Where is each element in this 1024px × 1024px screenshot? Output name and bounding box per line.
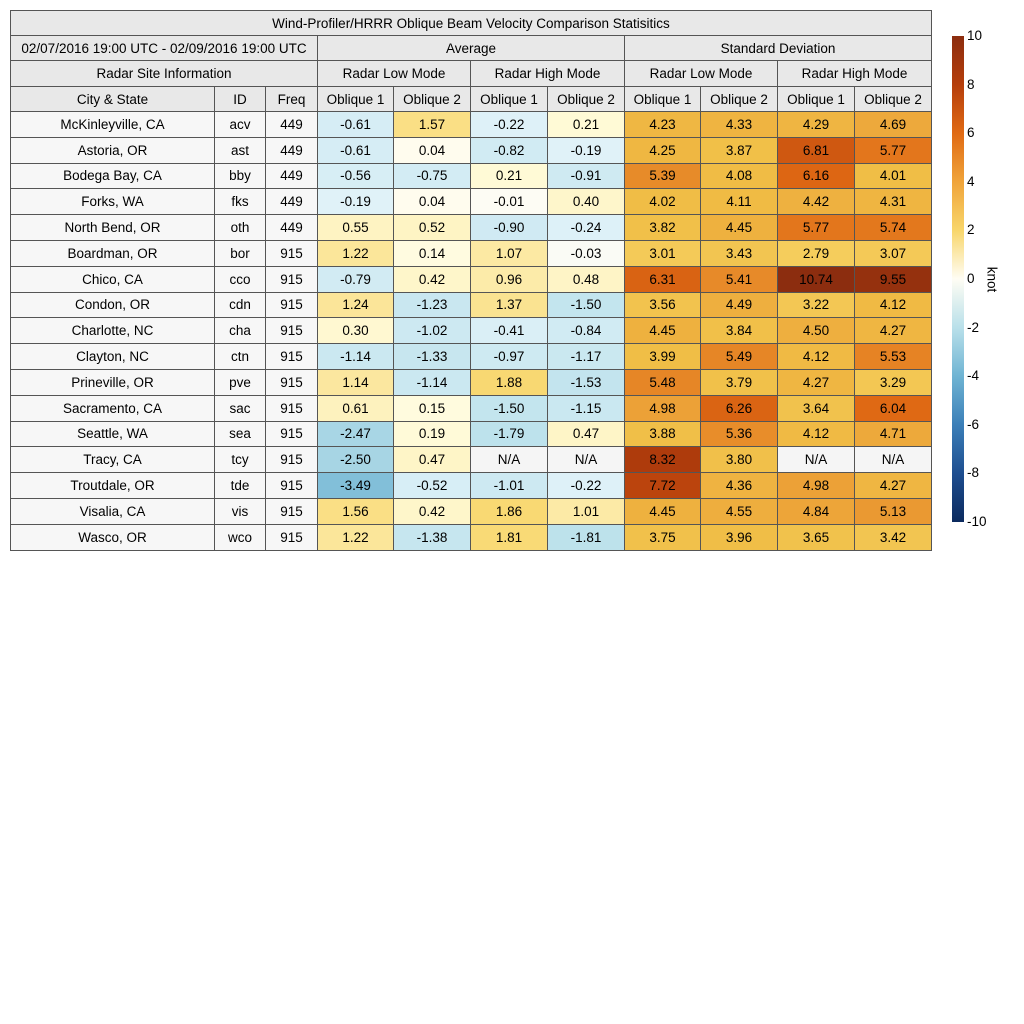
- mode-header: Radar Low Mode: [625, 61, 778, 87]
- column-header: City & State: [10, 87, 215, 112]
- colorbar-tick-label: 8: [967, 76, 975, 92]
- value-cell: -0.52: [394, 473, 471, 499]
- colorbar-tick-label: -10: [967, 514, 987, 529]
- value-cell: 2.79: [778, 241, 855, 267]
- site-freq-cell: 915: [266, 241, 318, 267]
- value-cell: 4.25: [625, 138, 701, 164]
- column-header: Oblique 1: [318, 87, 394, 112]
- site-freq-cell: 915: [266, 267, 318, 293]
- value-cell: 3.88: [625, 422, 701, 448]
- site-freq-cell: 915: [266, 370, 318, 396]
- value-cell: -1.02: [394, 318, 471, 344]
- value-cell: 4.98: [778, 473, 855, 499]
- date-range: 02/07/2016 19:00 UTC - 02/09/2016 19:00 UTC: [10, 36, 318, 61]
- value-cell: 1.57: [394, 112, 471, 138]
- value-cell: 5.13: [855, 499, 932, 525]
- value-cell: 4.36: [701, 473, 778, 499]
- site-id-cell: ctn: [215, 344, 266, 370]
- value-cell: 0.15: [394, 396, 471, 422]
- value-cell: -2.50: [318, 447, 394, 473]
- value-cell: -1.50: [471, 396, 548, 422]
- site-freq-cell: 915: [266, 344, 318, 370]
- value-cell: 1.14: [318, 370, 394, 396]
- column-header: Oblique 1: [778, 87, 855, 112]
- value-cell: N/A: [548, 447, 625, 473]
- group-header-average: Average: [318, 36, 625, 61]
- value-cell: 3.79: [701, 370, 778, 396]
- value-cell: 4.69: [855, 112, 932, 138]
- value-cell: 9.55: [855, 267, 932, 293]
- value-cell: 4.01: [855, 164, 932, 190]
- value-cell: -0.82: [471, 138, 548, 164]
- value-cell: -0.61: [318, 138, 394, 164]
- site-id-cell: bor: [215, 241, 266, 267]
- value-cell: -1.14: [318, 344, 394, 370]
- column-header: Oblique 2: [701, 87, 778, 112]
- colorbar-tick-label: 10: [967, 28, 983, 43]
- value-cell: -0.75: [394, 164, 471, 190]
- value-cell: -0.91: [548, 164, 625, 190]
- value-cell: 4.49: [701, 293, 778, 319]
- value-cell: 6.31: [625, 267, 701, 293]
- colorbar-label: knot: [984, 266, 1000, 293]
- colorbar-tick-label: -6: [967, 416, 980, 432]
- site-name-cell: Seattle, WA: [10, 422, 215, 448]
- value-cell: 3.22: [778, 293, 855, 319]
- colorbar-tick-label: 6: [967, 125, 975, 141]
- value-cell: 3.07: [855, 241, 932, 267]
- site-id-cell: tde: [215, 473, 266, 499]
- value-cell: 3.80: [701, 447, 778, 473]
- value-cell: 5.53: [855, 344, 932, 370]
- site-id-cell: vis: [215, 499, 266, 525]
- site-id-cell: bby: [215, 164, 266, 190]
- colorbar: [952, 36, 964, 522]
- site-name-cell: Charlotte, NC: [10, 318, 215, 344]
- site-name-cell: Troutdale, OR: [10, 473, 215, 499]
- value-cell: -0.41: [471, 318, 548, 344]
- site-name-cell: Astoria, OR: [10, 138, 215, 164]
- value-cell: 4.29: [778, 112, 855, 138]
- value-cell: -1.53: [548, 370, 625, 396]
- value-cell: -1.14: [394, 370, 471, 396]
- value-cell: 4.02: [625, 189, 701, 215]
- value-cell: 0.14: [394, 241, 471, 267]
- site-id-cell: sea: [215, 422, 266, 448]
- value-cell: 4.08: [701, 164, 778, 190]
- value-cell: 0.61: [318, 396, 394, 422]
- colorbar-gradient: [952, 36, 964, 522]
- value-cell: -0.56: [318, 164, 394, 190]
- colorbar-tick-label: -8: [967, 465, 980, 481]
- value-cell: 0.47: [394, 447, 471, 473]
- value-cell: 6.81: [778, 138, 855, 164]
- value-cell: 6.16: [778, 164, 855, 190]
- site-id-cell: sac: [215, 396, 266, 422]
- site-freq-cell: 449: [266, 164, 318, 190]
- column-header: ID: [215, 87, 266, 112]
- value-cell: 3.75: [625, 525, 701, 551]
- value-cell: 0.30: [318, 318, 394, 344]
- colorbar-tick-label: -4: [967, 368, 980, 384]
- site-freq-cell: 915: [266, 293, 318, 319]
- site-name-cell: Visalia, CA: [10, 499, 215, 525]
- value-cell: 5.74: [855, 215, 932, 241]
- site-info-header: Radar Site Information: [10, 61, 318, 87]
- site-id-cell: cdn: [215, 293, 266, 319]
- value-cell: 0.19: [394, 422, 471, 448]
- value-cell: 1.81: [471, 525, 548, 551]
- value-cell: 5.41: [701, 267, 778, 293]
- column-header: Oblique 1: [625, 87, 701, 112]
- value-cell: -1.50: [548, 293, 625, 319]
- value-cell: 0.48: [548, 267, 625, 293]
- site-freq-cell: 449: [266, 189, 318, 215]
- site-freq-cell: 449: [266, 138, 318, 164]
- value-cell: 3.87: [701, 138, 778, 164]
- value-cell: -1.81: [548, 525, 625, 551]
- site-name-cell: Wasco, OR: [10, 525, 215, 551]
- site-freq-cell: 915: [266, 499, 318, 525]
- value-cell: 3.64: [778, 396, 855, 422]
- site-name-cell: Prineville, OR: [10, 370, 215, 396]
- site-name-cell: Boardman, OR: [10, 241, 215, 267]
- value-cell: 0.47: [548, 422, 625, 448]
- value-cell: 0.21: [548, 112, 625, 138]
- site-name-cell: North Bend, OR: [10, 215, 215, 241]
- value-cell: 4.55: [701, 499, 778, 525]
- value-cell: 4.27: [855, 473, 932, 499]
- value-cell: -0.79: [318, 267, 394, 293]
- value-cell: -0.19: [318, 189, 394, 215]
- site-name-cell: Tracy, CA: [10, 447, 215, 473]
- site-name-cell: Sacramento, CA: [10, 396, 215, 422]
- value-cell: 3.29: [855, 370, 932, 396]
- site-freq-cell: 915: [266, 318, 318, 344]
- group-header-stddev: Standard Deviation: [625, 36, 932, 61]
- column-header: Oblique 1: [471, 87, 548, 112]
- value-cell: 0.55: [318, 215, 394, 241]
- site-freq-cell: 915: [266, 422, 318, 448]
- value-cell: 5.39: [625, 164, 701, 190]
- value-cell: -0.22: [548, 473, 625, 499]
- value-cell: 6.26: [701, 396, 778, 422]
- value-cell: 7.72: [625, 473, 701, 499]
- value-cell: -0.84: [548, 318, 625, 344]
- value-cell: 1.56: [318, 499, 394, 525]
- site-freq-cell: 449: [266, 112, 318, 138]
- value-cell: 1.37: [471, 293, 548, 319]
- value-cell: 3.56: [625, 293, 701, 319]
- value-cell: 4.42: [778, 189, 855, 215]
- value-cell: N/A: [855, 447, 932, 473]
- value-cell: -0.97: [471, 344, 548, 370]
- value-cell: 4.45: [625, 318, 701, 344]
- value-cell: 3.96: [701, 525, 778, 551]
- value-cell: -3.49: [318, 473, 394, 499]
- site-id-cell: wco: [215, 525, 266, 551]
- value-cell: 0.42: [394, 499, 471, 525]
- value-cell: 0.04: [394, 138, 471, 164]
- column-header: Oblique 2: [394, 87, 471, 112]
- value-cell: 0.52: [394, 215, 471, 241]
- value-cell: 4.71: [855, 422, 932, 448]
- value-cell: 3.82: [625, 215, 701, 241]
- site-name-cell: Condon, OR: [10, 293, 215, 319]
- value-cell: 4.45: [701, 215, 778, 241]
- value-cell: 4.12: [855, 293, 932, 319]
- site-freq-cell: 915: [266, 396, 318, 422]
- colorbar-tick-label: 0: [967, 271, 975, 286]
- value-cell: 0.96: [471, 267, 548, 293]
- value-cell: -0.22: [471, 112, 548, 138]
- value-cell: -1.38: [394, 525, 471, 551]
- site-id-cell: ast: [215, 138, 266, 164]
- value-cell: 5.48: [625, 370, 701, 396]
- value-cell: 4.27: [778, 370, 855, 396]
- site-freq-cell: 449: [266, 215, 318, 241]
- value-cell: 10.74: [778, 267, 855, 293]
- value-cell: 1.88: [471, 370, 548, 396]
- column-header: Oblique 2: [855, 87, 932, 112]
- value-cell: -1.79: [471, 422, 548, 448]
- value-cell: -1.15: [548, 396, 625, 422]
- site-id-cell: pve: [215, 370, 266, 396]
- column-header: Freq: [266, 87, 318, 112]
- value-cell: 4.84: [778, 499, 855, 525]
- value-cell: 1.86: [471, 499, 548, 525]
- value-cell: 5.36: [701, 422, 778, 448]
- value-cell: 3.42: [855, 525, 932, 551]
- site-freq-cell: 915: [266, 473, 318, 499]
- value-cell: N/A: [471, 447, 548, 473]
- mode-header: Radar High Mode: [778, 61, 932, 87]
- value-cell: -0.03: [548, 241, 625, 267]
- colorbar-tick-label: 2: [967, 222, 975, 238]
- site-freq-cell: 915: [266, 525, 318, 551]
- value-cell: 3.65: [778, 525, 855, 551]
- site-name-cell: Chico, CA: [10, 267, 215, 293]
- value-cell: 6.04: [855, 396, 932, 422]
- value-cell: 3.43: [701, 241, 778, 267]
- value-cell: 4.33: [701, 112, 778, 138]
- value-cell: 4.50: [778, 318, 855, 344]
- value-cell: 4.12: [778, 422, 855, 448]
- value-cell: 8.32: [625, 447, 701, 473]
- value-cell: 4.12: [778, 344, 855, 370]
- site-name-cell: McKinleyville, CA: [10, 112, 215, 138]
- column-header: Oblique 2: [548, 87, 625, 112]
- site-id-cell: fks: [215, 189, 266, 215]
- value-cell: 5.77: [855, 138, 932, 164]
- value-cell: -0.19: [548, 138, 625, 164]
- value-cell: 1.24: [318, 293, 394, 319]
- value-cell: 3.01: [625, 241, 701, 267]
- value-cell: 0.21: [471, 164, 548, 190]
- colorbar-tick-label: 4: [967, 173, 975, 189]
- value-cell: 0.04: [394, 189, 471, 215]
- value-cell: 4.45: [625, 499, 701, 525]
- value-cell: -0.90: [471, 215, 548, 241]
- value-cell: 0.40: [548, 189, 625, 215]
- value-cell: 4.27: [855, 318, 932, 344]
- value-cell: -2.47: [318, 422, 394, 448]
- value-cell: 4.11: [701, 189, 778, 215]
- site-id-cell: oth: [215, 215, 266, 241]
- value-cell: 1.22: [318, 525, 394, 551]
- value-cell: 1.07: [471, 241, 548, 267]
- site-name-cell: Bodega Bay, CA: [10, 164, 215, 190]
- value-cell: -1.17: [548, 344, 625, 370]
- value-cell: 5.77: [778, 215, 855, 241]
- value-cell: 1.01: [548, 499, 625, 525]
- value-cell: 3.99: [625, 344, 701, 370]
- value-cell: 4.31: [855, 189, 932, 215]
- value-cell: -1.23: [394, 293, 471, 319]
- value-cell: 1.22: [318, 241, 394, 267]
- table-title: Wind-Profiler/HRRR Oblique Beam Velocity Comparison Statisitics: [10, 10, 932, 36]
- colorbar-tick-label: -2: [967, 319, 980, 335]
- value-cell: -1.01: [471, 473, 548, 499]
- value-cell: -0.01: [471, 189, 548, 215]
- site-id-cell: cha: [215, 318, 266, 344]
- site-id-cell: tcy: [215, 447, 266, 473]
- mode-header: Radar High Mode: [471, 61, 625, 87]
- value-cell: -0.24: [548, 215, 625, 241]
- mode-header: Radar Low Mode: [318, 61, 471, 87]
- site-id-cell: acv: [215, 112, 266, 138]
- value-cell: -0.61: [318, 112, 394, 138]
- value-cell: -1.33: [394, 344, 471, 370]
- value-cell: N/A: [778, 447, 855, 473]
- site-id-cell: cco: [215, 267, 266, 293]
- site-name-cell: Forks, WA: [10, 189, 215, 215]
- site-freq-cell: 915: [266, 447, 318, 473]
- site-name-cell: Clayton, NC: [10, 344, 215, 370]
- value-cell: 3.84: [701, 318, 778, 344]
- value-cell: 4.23: [625, 112, 701, 138]
- value-cell: 5.49: [701, 344, 778, 370]
- value-cell: 4.98: [625, 396, 701, 422]
- value-cell: 0.42: [394, 267, 471, 293]
